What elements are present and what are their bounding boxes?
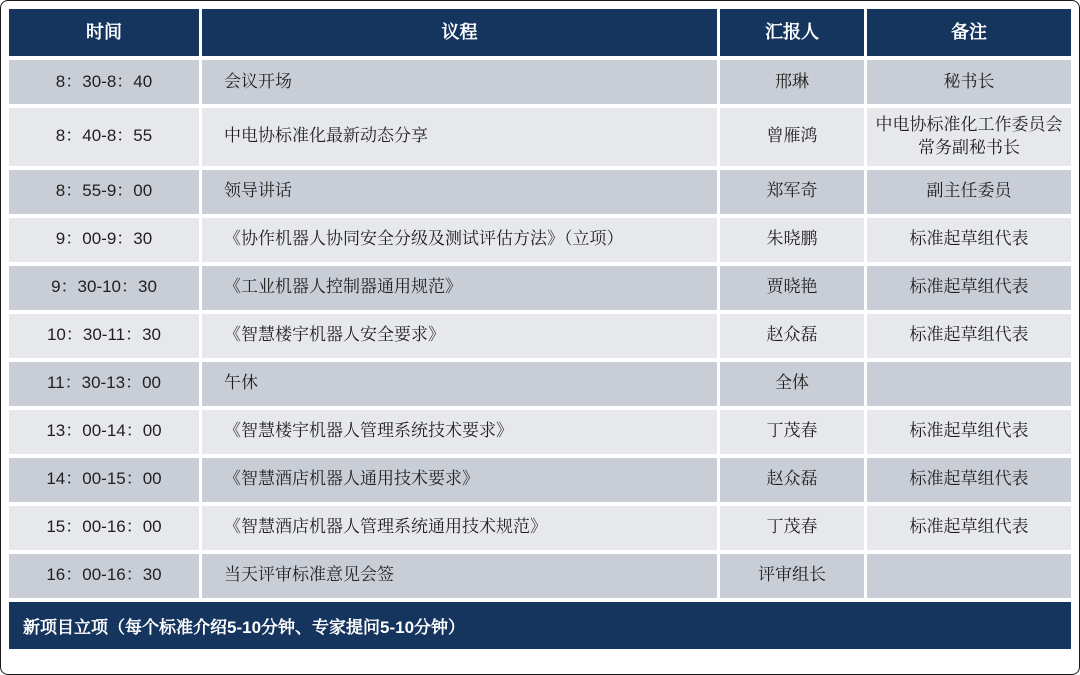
- cell-reporter: 曾雁鸿: [720, 108, 864, 166]
- cell-reporter: 丁茂春: [720, 410, 864, 454]
- cell-agenda: 《智慧楼宇机器人安全要求》: [202, 314, 717, 358]
- cell-reporter: 贾晓艳: [720, 266, 864, 310]
- cell-note: 标准起草组代表: [867, 410, 1071, 454]
- cell-agenda: 会议开场: [202, 60, 717, 104]
- cell-note: 中电协标准化工作委员会常务副秘书长: [867, 108, 1071, 166]
- table-row: [9, 410, 1071, 454]
- cell-time: 10：30-11：30: [9, 314, 199, 358]
- table-row: [9, 218, 1071, 262]
- table-row: [9, 458, 1071, 502]
- cell-reporter: 全体: [720, 362, 864, 406]
- cell-note: 标准起草组代表: [867, 218, 1071, 262]
- table-body: [9, 60, 1071, 598]
- cell-note: 标准起草组代表: [867, 506, 1071, 550]
- cell-agenda: 《工业机器人控制器通用规范》: [202, 266, 717, 310]
- cell-note: 标准起草组代表: [867, 266, 1071, 310]
- table-row: [9, 314, 1071, 358]
- header-cell-agenda: 议程: [202, 9, 717, 56]
- cell-reporter: 赵众磊: [720, 458, 864, 502]
- table-row: [9, 170, 1071, 214]
- table-row: [9, 60, 1071, 104]
- cell-time: 8：40-8：55: [9, 108, 199, 166]
- cell-time: 8：55-9：00: [9, 170, 199, 214]
- cell-note: [867, 554, 1071, 598]
- cell-time: 9：00-9：30: [9, 218, 199, 262]
- cell-reporter: 丁茂春: [720, 506, 864, 550]
- footer-note-bar: 新项目立项（每个标准介绍5-10分钟、专家提问5-10分钟）: [9, 602, 1071, 649]
- table-row: [9, 362, 1071, 406]
- header-cell-note: 备注: [867, 9, 1071, 56]
- cell-agenda: 《协作机器人协同安全分级及测试评估方法》（立项）: [202, 218, 717, 262]
- table-header-row: [9, 9, 1071, 56]
- cell-time: 9：30-10：30: [9, 266, 199, 310]
- cell-time: 15：00-16：00: [9, 506, 199, 550]
- cell-agenda: 《智慧楼宇机器人管理系统技术要求》: [202, 410, 717, 454]
- cell-time: 8：30-8：40: [9, 60, 199, 104]
- cell-agenda: 领导讲话: [202, 170, 717, 214]
- cell-agenda: 《智慧酒店机器人通用技术要求》: [202, 458, 717, 502]
- cell-time: 11：30-13：00: [9, 362, 199, 406]
- cell-reporter: 郑军奇: [720, 170, 864, 214]
- header-cell-time: 时间: [9, 9, 199, 56]
- cell-reporter: 评审组长: [720, 554, 864, 598]
- table-row: [9, 266, 1071, 310]
- cell-time: 13：00-14：00: [9, 410, 199, 454]
- cell-note: 标准起草组代表: [867, 458, 1071, 502]
- cell-time: 14：00-15：00: [9, 458, 199, 502]
- cell-note: [867, 362, 1071, 406]
- agenda-table: [9, 9, 1071, 649]
- cell-note: 标准起草组代表: [867, 314, 1071, 358]
- table-row: [9, 554, 1071, 598]
- cell-agenda: 中电协标准化最新动态分享: [202, 108, 717, 166]
- cell-time: 16：00-16：30: [9, 554, 199, 598]
- cell-agenda: 《智慧酒店机器人管理系统通用技术规范》: [202, 506, 717, 550]
- cell-reporter: 赵众磊: [720, 314, 864, 358]
- cell-reporter: 朱晓鹏: [720, 218, 864, 262]
- cell-note: 秘书长: [867, 60, 1071, 104]
- table-row: [9, 108, 1071, 166]
- table-row: [9, 506, 1071, 550]
- cell-agenda: 午休: [202, 362, 717, 406]
- cell-reporter: 邢琳: [720, 60, 864, 104]
- cell-agenda: 当天评审标准意见会签: [202, 554, 717, 598]
- cell-note: 副主任委员: [867, 170, 1071, 214]
- header-cell-reporter: 汇报人: [720, 9, 864, 56]
